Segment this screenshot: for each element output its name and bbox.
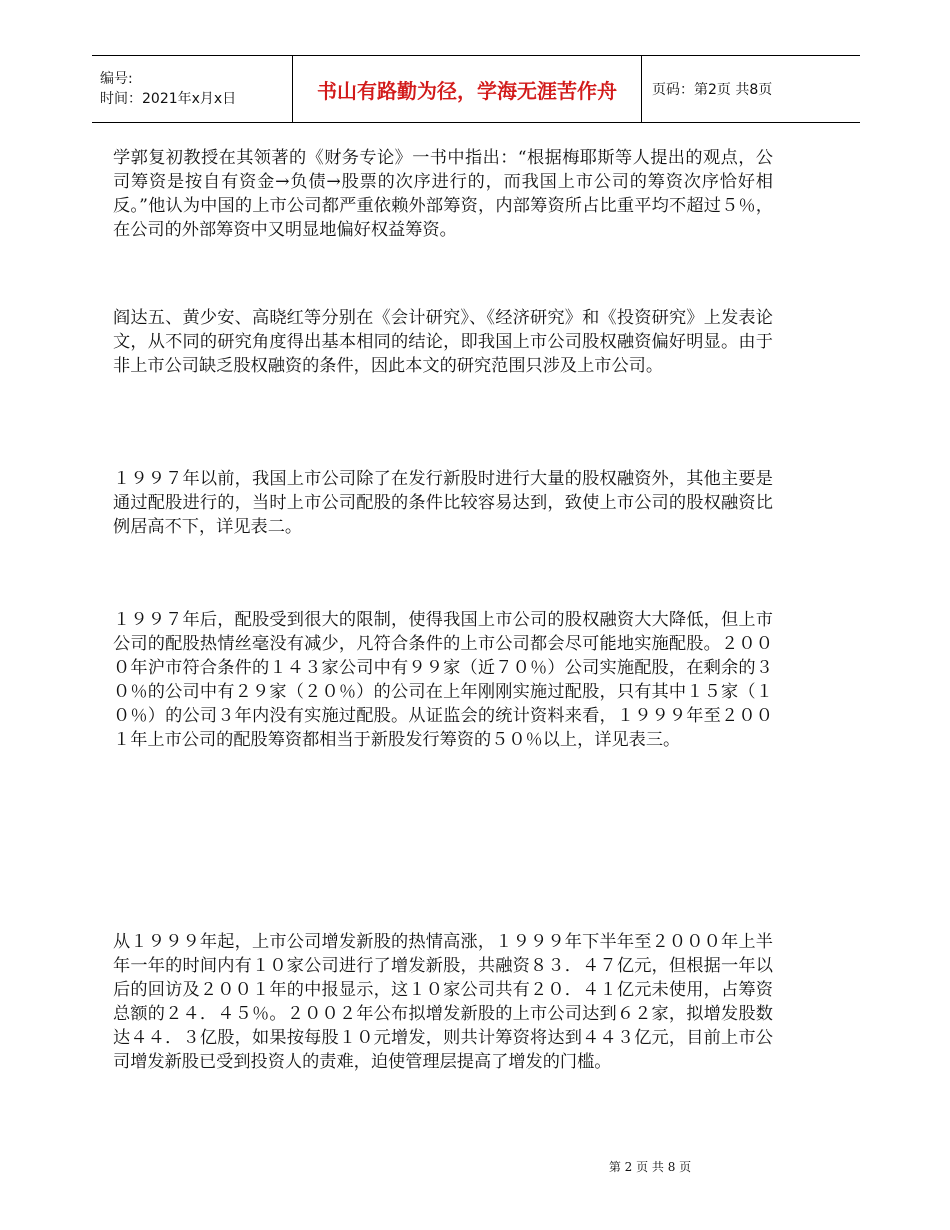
time-label: 时间：2021年x月x日 bbox=[100, 91, 237, 107]
paragraph-4: １９９７年后，配股受到很大的限制，使得我国上市公司的股权融资大大降低，但上市公司的配股热情丝毫没有减少，凡符合条件的上市公司都会尽可能地实施配股。２０００年沪市符合条件的１４３家公司中有９９家（近７０％）公司实施配股，在剩余的３０％的公司中有２９家（２０％）的公司在上年刚刚实施过配股，只有其中１５家（１０％）的公司３年内没有实施过配股。从证监会的统计资料来看，１９９９年至２００１年上市公司的配股筹资都相当于新股发行筹资的５０％以上，详见表三。 bbox=[113, 610, 773, 750]
page-footer: 第 2 页 共 8 页 bbox=[608, 1160, 692, 1174]
paragraph-2: 阎达五、黄少安、高晓红等分别在《会计研究》、《经济研究》和《投资研究》上发表论文，从不同的研究角度得出基本相同的结论，即我国上市公司股权融资偏好明显。由于非上市公司缺乏股权融资的条件，因此本文的研究范围只涉及上市公司。 bbox=[113, 308, 773, 376]
paragraph-3: １９９７年以前，我国上市公司除了在发行新股时进行大量的股权融资外，其他主要是通过配股进行的，当时上市公司配股的条件比较容易达到，致使上市公司的股权融资比例居高不下，详见表二。 bbox=[113, 469, 773, 537]
header-motto: 书山有路勤为径，学海无涯苦作舟 bbox=[293, 56, 642, 122]
header-page-label: 页码：第2页 共8页 bbox=[652, 82, 773, 98]
page-header bbox=[92, 55, 860, 123]
number-label: 编号: bbox=[100, 71, 133, 87]
paragraph-5: 从１９９９年起，上市公司增发新股的热情高涨，１９９９年下半年至２０００年上半年一年的时间内有１０家公司进行了增发新股，共融资８３．４７亿元，但根据一年以后的回访及２００１年的中报显示，这１０家公司共有２０．４１亿元未使用，占筹资总额的２４．４５％。２００２年公布拟增发新股的上市公司达到６２家，拟增发股数达４４．３亿股，如果按每股１０元增发，则共计筹资将达到４４３亿元，目前上市公司增发新股已受到投资人的责难，迫使管理层提高了增发的门槛。 bbox=[113, 932, 773, 1072]
header-meta bbox=[92, 56, 293, 122]
paragraph-1: 学郭复初教授在其领著的《财务专论》一书中指出：“根据梅耶斯等人提出的观点，公司筹资是按自有资金→负债→股票的次序进行的，而我国上市公司的筹资次序恰好相反。”他认为中国的上市公司都严重依赖外部筹资，内部筹资所占比重平均不超过５％，在公司的外部筹资中又明显地偏好权益筹资。 bbox=[113, 148, 773, 240]
